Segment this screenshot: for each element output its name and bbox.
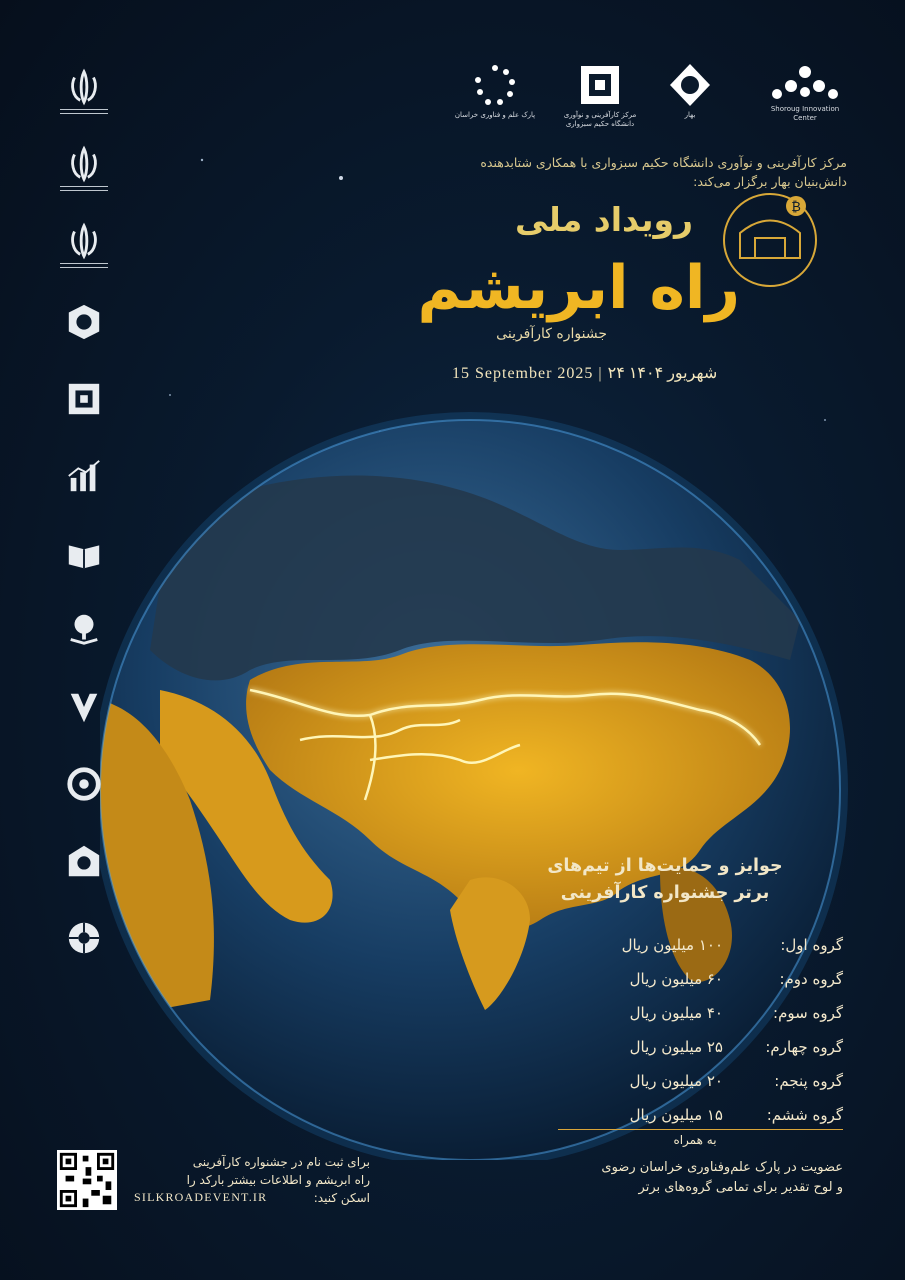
sponsor-logo — [52, 291, 116, 353]
festival-name: جشنواره کارآفرینی — [496, 326, 607, 342]
prize-group: گروه اول: — [780, 936, 843, 954]
prize-amount: ۴۰ میلیون ریال — [629, 1004, 723, 1022]
prize-row — [533, 928, 843, 962]
prize-row — [533, 962, 843, 996]
sponsor-logo — [52, 368, 116, 430]
sponsor-logo-column — [52, 60, 122, 984]
sponsor-logo — [52, 522, 116, 584]
divider — [558, 1129, 843, 1130]
prize-amount: ۲۵ میلیون ریال — [629, 1038, 723, 1056]
event-title: راه ابریشم — [417, 253, 740, 323]
science-park-logo-icon — [472, 62, 518, 108]
university-seal-icon — [65, 303, 103, 341]
iran-emblem-icon — [65, 145, 103, 183]
sponsor-logo — [52, 137, 116, 199]
sponsor-logo — [52, 907, 116, 969]
svg-text:₿: ₿ — [791, 200, 801, 215]
hakim-center-name: مرکز کارآفرینی و نوآوری دانشگاه حکیم سبزواری — [563, 111, 637, 128]
prize-group: گروه چهارم: — [765, 1038, 843, 1056]
science-park-logo — [450, 62, 540, 120]
prize-group: گروه سوم: — [773, 1004, 843, 1022]
azad-university-icon — [65, 688, 103, 726]
shorouq-logo — [760, 62, 850, 123]
event-type: رویداد ملی — [515, 200, 693, 239]
sponsor-logo — [52, 830, 116, 892]
benefit-line: و لوح تقدیر برای تمامی گروه‌های برتر — [638, 1180, 843, 1195]
iran-emblem-icon — [65, 68, 103, 106]
prize-amount: ۶۰ میلیون ریال — [629, 970, 723, 988]
tree-book-icon — [65, 611, 103, 649]
shorouq-name: Shoroug Innovation Center — [770, 105, 840, 122]
intro-text: مرکز کارآفرینی و نوآوری دانشگاه حکیم سبزواری با همکاری شتابدهنده دانش‌بنیان بهار برگزار می‌کند: — [480, 155, 847, 189]
farhangian-icon — [65, 842, 103, 880]
bahar-logo-icon — [667, 62, 713, 108]
prize-amount: ۱۵ میلیون ریال — [629, 1106, 723, 1124]
sponsor-logo — [52, 599, 116, 661]
payame-noor-icon — [65, 919, 103, 957]
prize-group: گروه پنجم: — [774, 1072, 843, 1090]
qr-code[interactable] — [57, 1150, 117, 1210]
medical-university-icon — [65, 765, 103, 803]
bahar-name: بهار — [684, 111, 696, 119]
prize-row — [533, 1098, 843, 1132]
bahar-logo — [660, 62, 720, 120]
hakim-center-logo-icon — [577, 62, 623, 108]
hakim-knot-icon — [65, 380, 103, 418]
benefits-text — [513, 1158, 843, 1198]
prize-list — [533, 928, 843, 1132]
prize-row — [533, 1030, 843, 1064]
registration-line: راه ابریشم و اطلاعات بیشتر بارکد را — [186, 1173, 370, 1187]
sponsor-logo — [52, 60, 116, 122]
prize-group: گروه دوم: — [779, 970, 843, 988]
registration-line: برای ثبت نام در جشنواره کارآفرینی — [192, 1155, 370, 1169]
prizes-heading-line2: برتر جشنواره کارآفرینی — [560, 883, 770, 903]
registration-line: اسکن کنید: — [313, 1191, 370, 1205]
sponsor-logo — [52, 214, 116, 276]
growth-chart-icon — [65, 457, 103, 495]
registration-url[interactable]: SILKROADEVENT.IR — [134, 1190, 268, 1204]
along-label: به همراه — [673, 1133, 717, 1147]
iran-emblem-icon — [65, 222, 103, 260]
prize-group: گروه ششم: — [766, 1106, 843, 1124]
prizes-heading-line1: جوایز و حمایت‌ها از تیم‌های — [547, 856, 783, 876]
prize-row — [533, 1064, 843, 1098]
sponsor-logo — [52, 753, 116, 815]
event-date: 15 September 2025 | ۲۴ شهریور ۱۴۰۴ — [452, 365, 718, 382]
sponsor-logo — [52, 676, 116, 738]
prize-row — [533, 996, 843, 1030]
benefit-line: عضویت در پارک علم‌وفناوری خراسان رضوی — [601, 1160, 843, 1175]
sponsor-logo — [52, 445, 116, 507]
prizes-heading — [495, 853, 835, 907]
prize-amount: ۲۰ میلیون ریال — [629, 1072, 723, 1090]
hakim-center-logo — [555, 62, 645, 129]
open-book-icon — [65, 534, 103, 572]
shorouq-logo-icon — [765, 62, 845, 102]
science-park-name: پارک علم و فناوری خراسان — [454, 111, 536, 119]
prize-amount: ۱۰۰ میلیون ریال — [621, 936, 723, 954]
